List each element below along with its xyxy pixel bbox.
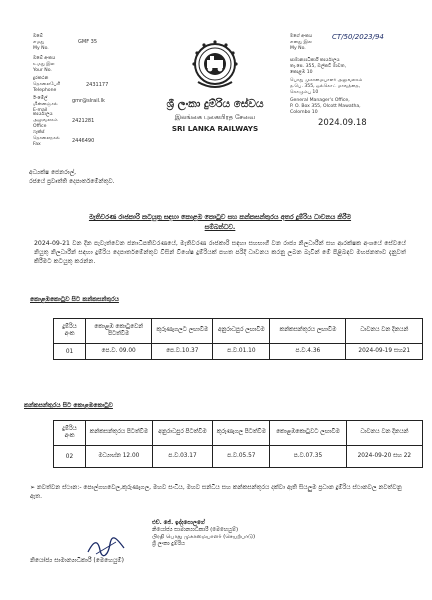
table-cell: 02 bbox=[54, 446, 86, 468]
signature-footer-title: නියෝජ්‍ය සාමාන්‍යාධිකාරී (මෙහෙයුම්) bbox=[30, 557, 124, 564]
table-header-cell: දුම්රිය අංක bbox=[54, 421, 86, 446]
office-label: කාර්යාලය அலுவலகம் Office bbox=[33, 112, 58, 129]
table-row bbox=[54, 344, 423, 360]
addressee-line-2: රජයේ ප්‍රවෘත්ති දෙපාර්තමේන්තුව. bbox=[29, 178, 115, 185]
table-header-cell: කොළඹ කොටුවෙන් පිටත්වීම bbox=[86, 319, 152, 344]
signature-block bbox=[152, 520, 255, 548]
ref-label: ඔබේ எமது My No. bbox=[33, 34, 49, 51]
table-header-cell: ධාවනය වන දිනයන් bbox=[346, 319, 423, 344]
addressee bbox=[29, 168, 115, 186]
email-label: ඊ-මේල් மின்னஞ்சல் E-mail bbox=[33, 96, 58, 113]
table-cell: මධ්‍යාහ්න 12.00 bbox=[86, 446, 153, 468]
table-cell: ප.ව.4.36 bbox=[270, 344, 346, 360]
address-si: සාමාන්‍යාධිකාරී කාර්යාලය තැ.පෙ. 355, ඔල්කට් මාවත, කොළඹ 10 bbox=[290, 58, 347, 75]
timetable-2 bbox=[53, 420, 423, 468]
timetable-1 bbox=[53, 318, 423, 360]
section-1-title: කොළඹකොටුව සිට කන්කසන්තුරය bbox=[30, 296, 119, 303]
address-en: General Manager's Office, P. O. Box 355, Olcott Mawatha, Colombo 10 bbox=[290, 98, 361, 115]
table-cell: 2024-09-19 සහ21 bbox=[346, 344, 423, 360]
section-2-title: කන්කසන්තුරය සිට කොළඹකොටුව bbox=[24, 402, 113, 409]
table-header-cell: කන්කසන්තුරය ලඟාවීම bbox=[270, 319, 346, 344]
railway-emblem-logo bbox=[190, 38, 240, 93]
org-name-ta: இலங்கை புகையிரத சேவை bbox=[174, 113, 256, 121]
table-cell: ප.ව.07.35 bbox=[270, 446, 346, 468]
table-header-cell: කොළඹකොටුවට ලඟාවීම bbox=[270, 421, 346, 446]
table-row bbox=[54, 446, 423, 468]
signer-title-ta: பிரதி பொது முகாமையாளர் (செயற்பாடு) bbox=[152, 534, 256, 540]
my-no-value: CT/50/2023/94 bbox=[332, 33, 384, 41]
address-ta: பொது முகாமையாளர் அலுவலகம் த.பெ. 355, ஒல்கொட் மாவத்தை, கொழும்பு 10 bbox=[290, 78, 363, 95]
handwritten-signature bbox=[86, 536, 126, 558]
table-cell: ප.ව.05.57 bbox=[213, 446, 270, 468]
fax-value: 2446490 bbox=[72, 138, 95, 144]
stops-note: ➢ නවත්වන ස්ථාන:- පොල්ගහවෙල,කුරුණෑගල, මහව සංධිය, මහව සන්ධිය සහ කන්කසන්තුරය දක්වා ඇති සියලුම ප්‍රධාන දුම්රිය ස්ථානවල නවත්වනු ඇත. bbox=[30, 484, 402, 500]
table-cell: ප.ව.01.10 bbox=[213, 344, 270, 360]
table-cell: ප.ව.03.17 bbox=[152, 446, 213, 468]
table-cell: 2024-09-20 සහ 22 bbox=[346, 446, 422, 468]
email-value: gmr@slrail.lk bbox=[72, 98, 105, 104]
table-header-cell: කුරුණෑගල පිටත්වීම bbox=[213, 421, 270, 446]
table-header-cell: අනුරාධපුර පිටත්වීම bbox=[152, 421, 213, 446]
signer-title-si: නියෝජ්‍ය සාමාන්‍යාධිකාරී (මෙහෙයුම්) bbox=[152, 527, 239, 533]
table-header-cell: ධාවනය වන දිනයන් bbox=[346, 421, 422, 446]
telephone-value: 2431177 bbox=[86, 82, 109, 88]
my-no-label: මගේ අංකය எனது இல My No. bbox=[290, 34, 313, 51]
table-header-cell: දුම්රිය අංක bbox=[54, 319, 86, 344]
header-ref-label bbox=[33, 34, 49, 52]
org-name-si: ශ්‍රී ලංකා දුම්රිය සේවය bbox=[166, 98, 264, 110]
fax-label: ෆැක්ස් தொலைநகல் Fax bbox=[33, 130, 60, 147]
org-name-en: SRI LANKA RAILWAYS bbox=[171, 124, 259, 133]
table-header-cell: කන්කසන්තුරය පිටත්වීම bbox=[86, 421, 153, 446]
table-header-row bbox=[54, 421, 423, 446]
table-cell: 01 bbox=[54, 344, 86, 360]
telephone-label: දුරකථන தொலைபேசி Telephone bbox=[33, 76, 61, 93]
table-header-cell: කුරුණෑගලට ලඟාවීම bbox=[152, 319, 213, 344]
ref-value: GMF 35 bbox=[78, 39, 98, 45]
table-cell: පෙ.ව. 09.00 bbox=[86, 344, 152, 360]
your-no-label: ඔබේ අංකය உமது இல Your No. bbox=[33, 56, 56, 73]
signer-org: ශ්‍රී ලංකා දුම්රිය bbox=[152, 541, 185, 547]
office-value: 2421281 bbox=[72, 118, 95, 124]
letter-date: 2024.09.18 bbox=[318, 118, 367, 128]
addressee-line-1: අධ්‍යක්ෂ ජෙනරාල්, bbox=[29, 169, 77, 176]
body-paragraph: 2024-09-21 වන දින පැවැත්වෙන ජනාධිපතිවරණයේ, මැතිවරණ රාජකාරි සඳහා සහභාගී වන රාජ්‍ය නිලධාරීන් සහ ආරක්ෂක අංශයේ සේවයේ නියුතු නිලධාරීන් සඳහා දුම්රිය දෙපාර්තමේන්තුව විසින් විශේෂ දුම්රියක් පහත පරිදි ධාවනය කරනු ලබන බැවින් මේ පිළිබඳව මහජනතාව දැනුවත් කිරීමට කටයුතු කරන්න. bbox=[34, 240, 406, 265]
table-header-cell: අනුරාධපුර ලඟාවීම bbox=[213, 319, 270, 344]
signer-name: එච්. ජේ. ඉද්දපොලගේ bbox=[152, 520, 205, 526]
subject-line: මැතිවරණ රාජකාරි කටයුතු සඳහා කොළඹ කොටුව සහ කන්කසන්තුරය අතර දුම්රිය ධාවනය කිරීම සම්බන්ධව. bbox=[88, 213, 352, 231]
table-header-row bbox=[54, 319, 423, 344]
table-cell: පෙ.ව.10.37 bbox=[152, 344, 213, 360]
